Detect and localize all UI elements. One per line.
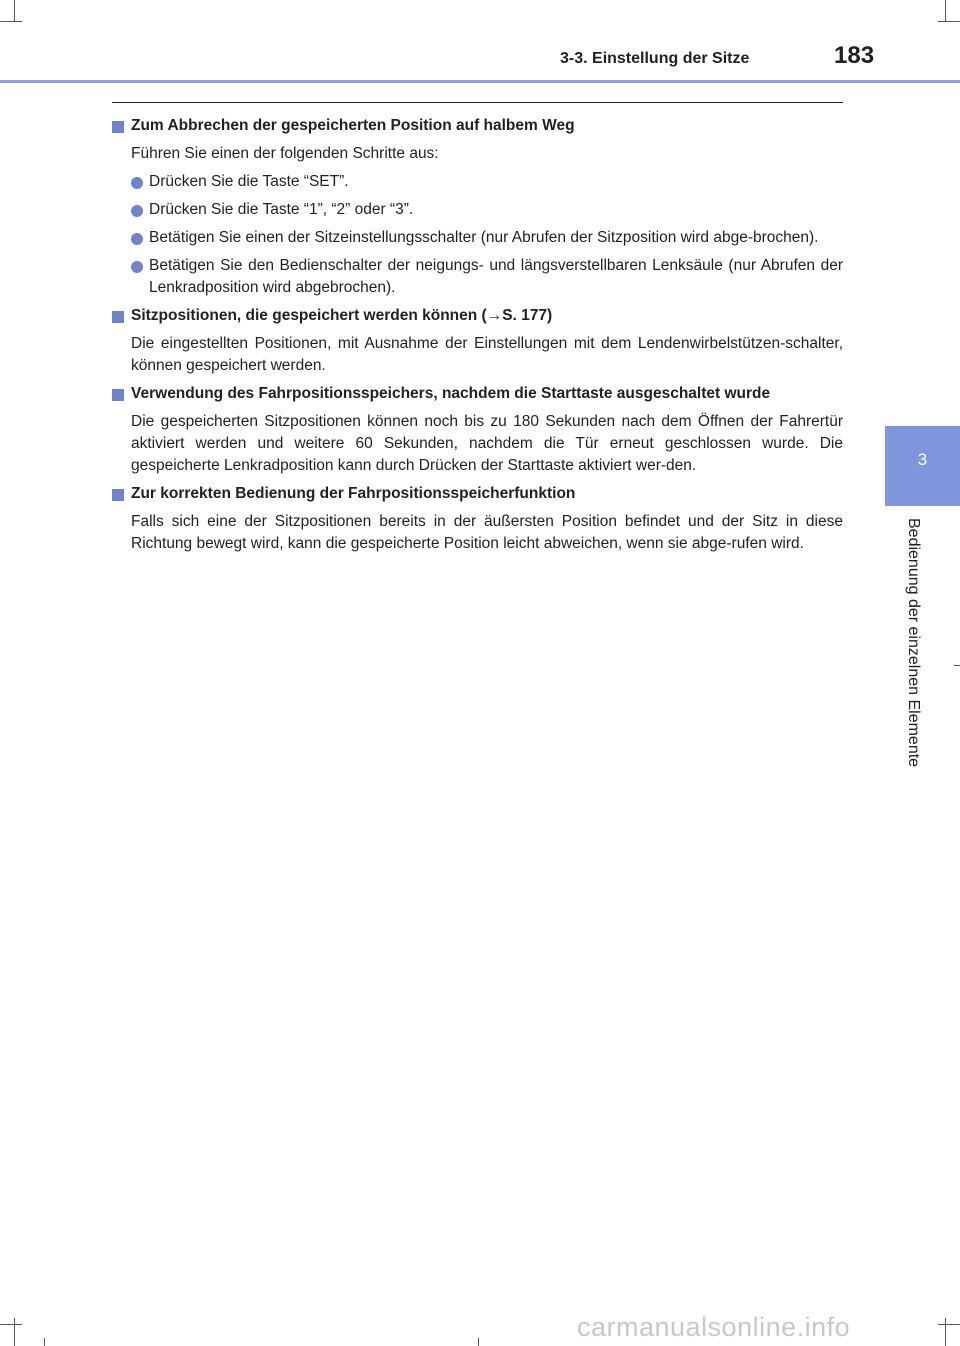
list-item — [131, 171, 843, 193]
crop-mark — [938, 1324, 960, 1325]
crop-mark — [478, 1338, 479, 1346]
running-head: 3-3. Einstellung der Sitze — [560, 50, 750, 67]
section-heading — [112, 305, 843, 327]
crop-mark — [0, 1324, 22, 1325]
circle-bullet-icon — [131, 177, 143, 189]
section-heading — [112, 115, 843, 137]
crop-mark — [945, 0, 946, 22]
section-text: Die gespeicherten Sitzpositionen können noch bis zu 180 Sekunden nach dem Öffnen der Fahrertür aktiviert werden und weitere 60 Sekunden, nachdem die Tür erneut geschlossen wurde. Die gespeicherte Lenkradposition kann durch Drücken der Starttaste aktiviert wer-den. — [131, 413, 843, 474]
section-heading-text: Sitzpositionen, die gespeichert werden können (→S. 177) — [131, 307, 553, 324]
content — [112, 115, 843, 561]
page-number: 183 — [834, 42, 875, 69]
section-heading-text: Zur korrekten Bedienung der Fahrpositionsspeicherfunktion — [131, 485, 576, 502]
list-item — [131, 199, 843, 221]
circle-bullet-icon — [131, 205, 143, 217]
section-correct-operation — [112, 483, 843, 555]
square-bullet-icon — [112, 489, 124, 501]
content-top-rule — [112, 102, 843, 103]
crop-mark — [44, 1338, 45, 1346]
chapter-number: 3 — [917, 450, 928, 469]
circle-bullet-icon — [131, 261, 143, 273]
list-item — [131, 255, 843, 299]
section-heading — [112, 483, 843, 505]
list-item-text: Betätigen Sie einen der Sitzeinstellungsschalter (nur Abrufen der Sitzposition wird abge-brochen). — [149, 229, 819, 246]
list-item — [131, 227, 843, 249]
chapter-tab — [885, 426, 960, 506]
crop-mark — [14, 0, 15, 22]
section-intro: Führen Sie einen der folgenden Schritte aus: — [131, 145, 439, 162]
chapter-title: Bedienung der einzelnen Elemente — [905, 518, 922, 768]
list-item-text: Drücken Sie die Taste “1”, “2” oder “3”. — [149, 201, 414, 218]
section-after-start-off — [112, 383, 843, 477]
section-heading-text: Verwendung des Fahrpositionsspeichers, nachdem die Starttaste ausgeschaltet wurde — [131, 385, 771, 402]
crop-mark — [0, 21, 22, 22]
list-item-text: Betätigen Sie den Bedienschalter der neigungs- und längsverstellbaren Lenksäule (nur Abrufen der Lenkradposition wird abgebrochen). — [149, 257, 843, 296]
square-bullet-icon — [112, 311, 124, 323]
square-bullet-icon — [112, 389, 124, 401]
crop-mark — [954, 665, 960, 666]
crop-mark — [945, 1318, 946, 1346]
crop-mark — [938, 21, 960, 22]
section-storable-positions — [112, 305, 843, 377]
header-rule — [0, 80, 960, 83]
section-text: Falls sich eine der Sitzpositionen bereits in der äußersten Position befindet und der Sitz in diese Richtung bewegt wird, kann die gespeicherte Position leicht abweichen, wenn sie abge-rufen wird. — [131, 513, 843, 552]
section-text: Die eingestellten Positionen, mit Ausnahme der Einstellungen mit dem Lendenwirbelstützen-schalter, können gespeichert werden. — [131, 335, 843, 374]
square-bullet-icon — [112, 121, 124, 133]
crop-mark — [14, 1318, 15, 1346]
list-item-text: Drücken Sie die Taste “SET”. — [149, 173, 349, 190]
circle-bullet-icon — [131, 233, 143, 245]
watermark: carmanualsonline.info — [577, 1312, 851, 1342]
section-cancel-midway — [112, 115, 843, 299]
section-heading — [112, 383, 843, 405]
section-heading-text: Zum Abbrechen der gespeicherten Position auf halbem Weg — [131, 117, 575, 134]
